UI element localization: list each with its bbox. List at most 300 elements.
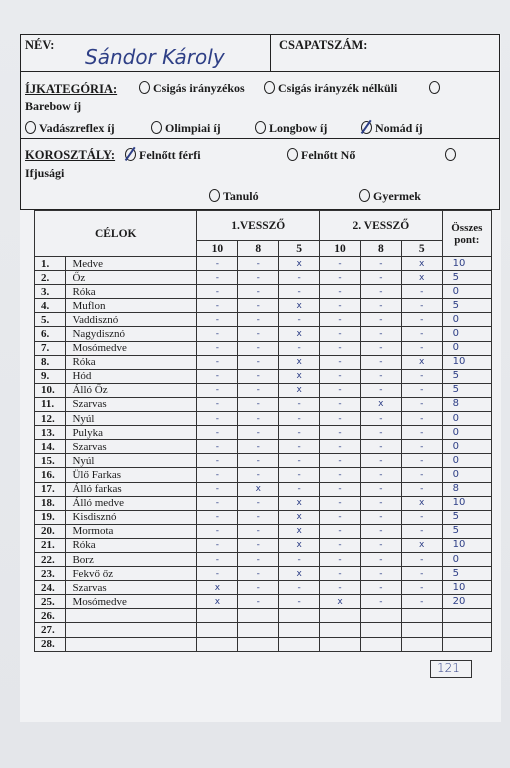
miss-mark[interactable]: - (401, 341, 442, 355)
miss-mark[interactable]: - (197, 412, 238, 426)
table-row (35, 327, 492, 341)
age-option-youth-circle[interactable] (445, 148, 459, 163)
score-table (34, 210, 492, 652)
miss-mark[interactable] (238, 623, 279, 637)
row-total[interactable]: 10 (442, 496, 491, 510)
miss-mark[interactable] (279, 609, 320, 623)
miss-mark[interactable]: - (360, 581, 401, 595)
target-name: Róka (66, 285, 197, 299)
hit-mark[interactable]: x (320, 595, 361, 609)
row-total[interactable]: 5 (442, 369, 491, 383)
target-name: Mosómedve (66, 341, 197, 355)
row-total[interactable]: 5 (442, 271, 491, 285)
age-option-youth[interactable]: Ifjusági (25, 166, 65, 180)
hit-mark[interactable]: x (197, 581, 238, 595)
row-total[interactable]: 0 (442, 426, 491, 440)
hit-mark[interactable]: x (279, 327, 320, 341)
bow-option-nomad[interactable]: Nomád íj (361, 121, 423, 136)
table-row (35, 538, 492, 552)
row-number: 28. (35, 637, 66, 651)
miss-mark[interactable]: - (279, 285, 320, 299)
row-number: 25. (35, 595, 66, 609)
row-number: 13. (35, 426, 66, 440)
miss-mark[interactable]: - (360, 454, 401, 468)
row-number: 20. (35, 524, 66, 538)
miss-mark[interactable]: - (238, 496, 279, 510)
row-number: 4. (35, 299, 66, 313)
table-row (35, 468, 492, 482)
miss-mark[interactable]: - (197, 341, 238, 355)
miss-mark[interactable]: - (279, 313, 320, 327)
bow-option-compound-sight[interactable]: Csigás irányzékos (139, 81, 245, 96)
target-name (66, 637, 197, 651)
miss-mark[interactable]: - (320, 299, 361, 313)
miss-mark[interactable]: - (197, 285, 238, 299)
age-section (20, 138, 500, 210)
target-name: Ülő Farkas (66, 468, 197, 482)
target-name: Hód (66, 369, 197, 383)
miss-mark[interactable]: - (238, 257, 279, 271)
row-total[interactable]: 10 (442, 257, 491, 271)
miss-mark[interactable]: - (401, 397, 442, 411)
miss-mark[interactable]: - (360, 412, 401, 426)
bow-option-barebow[interactable]: Barebow íj (25, 99, 82, 113)
miss-mark[interactable]: - (238, 426, 279, 440)
miss-mark[interactable]: - (197, 538, 238, 552)
miss-mark[interactable]: - (360, 567, 401, 581)
miss-mark[interactable]: - (238, 524, 279, 538)
miss-mark[interactable]: - (238, 355, 279, 369)
row-total[interactable]: 0 (442, 552, 491, 566)
target-name: Medve (66, 257, 197, 271)
targets-header: CÉLOK (35, 211, 197, 257)
hit-mark[interactable]: x (401, 355, 442, 369)
miss-mark[interactable]: - (360, 538, 401, 552)
miss-mark[interactable]: - (238, 271, 279, 285)
target-name: Pulyka (66, 426, 197, 440)
hit-mark[interactable]: x (279, 369, 320, 383)
row-number: 1. (35, 257, 66, 271)
row-number: 15. (35, 454, 66, 468)
miss-mark[interactable]: - (401, 426, 442, 440)
header-section (20, 34, 500, 139)
row-number: 3. (35, 285, 66, 299)
miss-mark[interactable]: - (197, 454, 238, 468)
row-number: 14. (35, 440, 66, 454)
row-total[interactable]: 5 (442, 383, 491, 397)
row-number: 6. (35, 327, 66, 341)
row-number: 22. (35, 552, 66, 566)
miss-mark[interactable]: - (401, 567, 442, 581)
miss-mark[interactable]: - (238, 440, 279, 454)
target-name: Fekvő őz (66, 567, 197, 581)
name-box (21, 35, 271, 71)
table-row (35, 623, 492, 637)
row-total[interactable]: 5 (442, 299, 491, 313)
row-total[interactable]: 10 (442, 581, 491, 595)
row-total[interactable]: 0 (442, 412, 491, 426)
miss-mark[interactable]: - (401, 454, 442, 468)
miss-mark[interactable]: - (401, 595, 442, 609)
row-total[interactable]: 5 (442, 510, 491, 524)
miss-mark[interactable]: - (401, 482, 442, 496)
miss-mark[interactable]: - (238, 327, 279, 341)
row-number: 21. (35, 538, 66, 552)
miss-mark[interactable]: - (320, 355, 361, 369)
miss-mark[interactable]: - (238, 567, 279, 581)
miss-mark[interactable]: - (320, 313, 361, 327)
miss-mark[interactable]: - (238, 299, 279, 313)
miss-mark[interactable]: - (320, 454, 361, 468)
table-row (35, 271, 492, 285)
age-option-adult-male[interactable]: Felnőtt férfi (125, 148, 201, 163)
row-number: 11. (35, 397, 66, 411)
row-total[interactable]: 0 (442, 454, 491, 468)
row-number: 26. (35, 609, 66, 623)
table-row (35, 454, 492, 468)
miss-mark[interactable]: - (197, 313, 238, 327)
target-name (66, 609, 197, 623)
miss-mark[interactable]: - (360, 313, 401, 327)
miss-mark[interactable]: - (360, 426, 401, 440)
target-name: Őz (66, 271, 197, 285)
miss-mark[interactable]: - (360, 355, 401, 369)
miss-mark[interactable]: - (197, 524, 238, 538)
miss-mark[interactable]: - (238, 510, 279, 524)
target-name: Szarvas (66, 397, 197, 411)
miss-mark[interactable]: - (197, 426, 238, 440)
miss-mark[interactable]: - (320, 552, 361, 566)
row-total[interactable]: 0 (442, 327, 491, 341)
miss-mark[interactable]: - (197, 299, 238, 313)
table-row (35, 397, 492, 411)
miss-mark[interactable]: - (401, 524, 442, 538)
miss-mark[interactable]: - (197, 271, 238, 285)
row-total[interactable]: 0 (442, 468, 491, 482)
row-number: 9. (35, 369, 66, 383)
hit-mark[interactable]: x (360, 397, 401, 411)
miss-mark[interactable]: - (360, 299, 401, 313)
score-col-header: 8 (238, 241, 279, 257)
hit-mark[interactable]: x (197, 595, 238, 609)
target-name: Mormota (66, 524, 197, 538)
table-row (35, 595, 492, 609)
miss-mark[interactable]: - (197, 468, 238, 482)
hit-mark[interactable]: x (401, 496, 442, 510)
table-row (35, 257, 492, 271)
miss-mark[interactable]: - (279, 552, 320, 566)
miss-mark[interactable]: - (360, 595, 401, 609)
miss-mark[interactable]: - (197, 355, 238, 369)
miss-mark[interactable]: - (360, 524, 401, 538)
score-col-header: 5 (279, 241, 320, 257)
bow-option-olympic[interactable]: Olimpiai íj (151, 121, 221, 136)
miss-mark[interactable]: - (320, 538, 361, 552)
miss-mark[interactable] (320, 623, 361, 637)
hit-mark[interactable]: x (279, 355, 320, 369)
hit-mark[interactable]: x (279, 257, 320, 271)
miss-mark[interactable]: - (320, 482, 361, 496)
miss-mark[interactable]: - (238, 538, 279, 552)
target-name: Álló medve (66, 496, 197, 510)
target-name: Nagydisznó (66, 327, 197, 341)
miss-mark[interactable]: - (320, 397, 361, 411)
miss-mark[interactable] (279, 637, 320, 651)
hit-mark[interactable]: x (279, 383, 320, 397)
row-total[interactable]: 20 (442, 595, 491, 609)
score-col-header: 10 (320, 241, 361, 257)
row-number: 2. (35, 271, 66, 285)
miss-mark[interactable]: - (197, 397, 238, 411)
target-name: Nyúl (66, 412, 197, 426)
miss-mark[interactable] (197, 609, 238, 623)
hit-mark[interactable]: x (279, 299, 320, 313)
miss-mark[interactable] (360, 623, 401, 637)
miss-mark[interactable]: - (320, 567, 361, 581)
miss-mark[interactable] (197, 637, 238, 651)
table-row (35, 510, 492, 524)
miss-mark[interactable]: - (238, 581, 279, 595)
miss-mark[interactable]: - (320, 468, 361, 482)
miss-mark[interactable]: - (279, 397, 320, 411)
miss-mark[interactable]: - (197, 496, 238, 510)
miss-mark[interactable]: - (197, 482, 238, 496)
miss-mark[interactable] (401, 609, 442, 623)
miss-mark[interactable]: - (401, 327, 442, 341)
miss-mark[interactable]: - (360, 482, 401, 496)
miss-mark[interactable] (238, 609, 279, 623)
miss-mark[interactable] (320, 637, 361, 651)
row-total[interactable] (442, 637, 491, 651)
miss-mark[interactable]: - (360, 285, 401, 299)
miss-mark[interactable]: - (401, 369, 442, 383)
hit-mark[interactable]: x (401, 257, 442, 271)
miss-mark[interactable]: - (360, 552, 401, 566)
miss-mark[interactable]: - (360, 327, 401, 341)
table-row (35, 369, 492, 383)
miss-mark[interactable]: - (279, 341, 320, 355)
row-total[interactable]: 5 (442, 524, 491, 538)
miss-mark[interactable]: - (320, 257, 361, 271)
miss-mark[interactable]: - (238, 369, 279, 383)
target-name: Borz (66, 552, 197, 566)
row-total[interactable]: 10 (442, 538, 491, 552)
miss-mark[interactable]: - (320, 510, 361, 524)
hit-mark[interactable]: x (279, 567, 320, 581)
miss-mark[interactable]: - (197, 510, 238, 524)
miss-mark[interactable]: - (197, 257, 238, 271)
miss-mark[interactable]: - (238, 397, 279, 411)
miss-mark[interactable] (401, 623, 442, 637)
miss-mark[interactable]: - (197, 327, 238, 341)
miss-mark[interactable]: - (238, 341, 279, 355)
miss-mark[interactable]: - (401, 383, 442, 397)
miss-mark[interactable]: - (238, 383, 279, 397)
row-total[interactable]: 0 (442, 440, 491, 454)
miss-mark[interactable] (279, 623, 320, 637)
miss-mark[interactable]: - (197, 552, 238, 566)
miss-mark[interactable]: - (401, 468, 442, 482)
hit-mark[interactable]: x (279, 496, 320, 510)
miss-mark[interactable]: - (320, 524, 361, 538)
target-name: Vaddisznó (66, 313, 197, 327)
table-row (35, 567, 492, 581)
table-row (35, 482, 492, 496)
row-total[interactable]: 0 (442, 341, 491, 355)
hit-mark[interactable]: x (279, 538, 320, 552)
miss-mark[interactable]: - (320, 383, 361, 397)
miss-mark[interactable]: - (238, 552, 279, 566)
row-number: 17. (35, 482, 66, 496)
miss-mark[interactable]: - (360, 257, 401, 271)
miss-mark[interactable]: - (279, 440, 320, 454)
bow-option-extra[interactable] (429, 81, 443, 96)
row-total[interactable] (442, 623, 491, 637)
miss-mark[interactable]: - (360, 496, 401, 510)
table-row (35, 609, 492, 623)
miss-mark[interactable]: - (279, 468, 320, 482)
target-name: Álló Őz (66, 383, 197, 397)
hit-mark[interactable]: x (401, 271, 442, 285)
table-row (35, 383, 492, 397)
miss-mark[interactable]: - (320, 271, 361, 285)
bow-option-hunting-reflex[interactable]: Vadászreflex íj (25, 121, 115, 136)
miss-mark[interactable]: - (238, 313, 279, 327)
grand-total-box (430, 660, 472, 678)
table-row (35, 552, 492, 566)
row-total[interactable]: 10 (442, 355, 491, 369)
miss-mark[interactable]: - (360, 369, 401, 383)
miss-mark[interactable]: - (401, 299, 442, 313)
miss-mark[interactable]: - (279, 426, 320, 440)
miss-mark[interactable]: - (401, 440, 442, 454)
miss-mark[interactable] (360, 609, 401, 623)
bow-option-compound-nosight[interactable]: Csigás irányzék nélküli (264, 81, 397, 96)
miss-mark[interactable]: - (279, 454, 320, 468)
table-row (35, 637, 492, 651)
miss-mark[interactable]: - (401, 581, 442, 595)
miss-mark[interactable]: - (360, 383, 401, 397)
miss-mark[interactable]: - (401, 510, 442, 524)
table-row (35, 496, 492, 510)
age-option-child[interactable]: Gyermek (359, 189, 421, 204)
target-name: Szarvas (66, 440, 197, 454)
miss-mark[interactable] (197, 623, 238, 637)
miss-mark[interactable]: - (320, 285, 361, 299)
miss-mark[interactable]: - (360, 271, 401, 285)
miss-mark[interactable]: - (279, 595, 320, 609)
miss-mark[interactable]: - (279, 581, 320, 595)
miss-mark[interactable] (320, 609, 361, 623)
miss-mark[interactable]: - (360, 510, 401, 524)
target-name (66, 623, 197, 637)
hit-mark[interactable]: x (279, 524, 320, 538)
table-row (35, 581, 492, 595)
arrow1-header: 1.VESSZŐ (197, 211, 320, 241)
hit-mark[interactable]: x (279, 510, 320, 524)
miss-mark[interactable]: - (320, 496, 361, 510)
row-total[interactable]: 0 (442, 285, 491, 299)
score-col-header: 8 (360, 241, 401, 257)
row-total[interactable]: 5 (442, 567, 491, 581)
age-label: KOROSZTÁLY: (25, 148, 116, 162)
miss-mark[interactable]: - (238, 285, 279, 299)
row-total[interactable]: 8 (442, 482, 491, 496)
miss-mark[interactable]: - (320, 341, 361, 355)
bow-option-longbow[interactable]: Longbow íj (255, 121, 327, 136)
row-number: 7. (35, 341, 66, 355)
miss-mark[interactable]: - (401, 552, 442, 566)
miss-mark[interactable]: - (279, 482, 320, 496)
miss-mark[interactable]: - (238, 412, 279, 426)
total-header: Összes pont: (442, 211, 491, 257)
miss-mark[interactable]: - (320, 581, 361, 595)
miss-mark[interactable]: - (320, 440, 361, 454)
scorecard-sheet (20, 34, 501, 722)
row-number: 23. (35, 567, 66, 581)
miss-mark[interactable] (238, 637, 279, 651)
score-col-header: 5 (401, 241, 442, 257)
miss-mark[interactable]: - (197, 383, 238, 397)
miss-mark[interactable]: - (401, 285, 442, 299)
age-option-student[interactable]: Tanuló (209, 189, 259, 204)
table-row (35, 440, 492, 454)
row-number: 12. (35, 412, 66, 426)
target-name: Szarvas (66, 581, 197, 595)
hit-mark[interactable]: x (238, 482, 279, 496)
name-value[interactable]: Sándor Károly (85, 45, 225, 69)
miss-mark[interactable]: - (320, 412, 361, 426)
miss-mark[interactable]: - (238, 468, 279, 482)
target-name: Róka (66, 355, 197, 369)
miss-mark[interactable]: - (238, 454, 279, 468)
miss-mark[interactable]: - (360, 468, 401, 482)
age-option-adult-female[interactable]: Felnőtt Nő (287, 148, 355, 163)
miss-mark[interactable]: - (197, 369, 238, 383)
row-total[interactable]: 0 (442, 313, 491, 327)
table-row (35, 355, 492, 369)
miss-mark[interactable]: - (320, 369, 361, 383)
miss-mark[interactable]: - (279, 271, 320, 285)
table-row (35, 524, 492, 538)
row-total[interactable] (442, 609, 491, 623)
bow-category-label: ÍJKATEGÓRIA: (25, 82, 118, 96)
selected-mark-icon (125, 148, 136, 161)
miss-mark[interactable]: - (401, 313, 442, 327)
miss-mark[interactable]: - (238, 595, 279, 609)
miss-mark[interactable]: - (279, 412, 320, 426)
table-row (35, 412, 492, 426)
miss-mark[interactable]: - (360, 440, 401, 454)
grand-total[interactable]: 121 (437, 661, 460, 675)
row-total[interactable]: 8 (442, 397, 491, 411)
miss-mark[interactable]: - (360, 341, 401, 355)
miss-mark[interactable]: - (197, 567, 238, 581)
miss-mark[interactable]: - (401, 412, 442, 426)
table-row (35, 299, 492, 313)
table-row (35, 341, 492, 355)
hit-mark[interactable]: x (401, 538, 442, 552)
miss-mark[interactable] (360, 637, 401, 651)
miss-mark[interactable]: - (197, 440, 238, 454)
target-name: Nyúl (66, 454, 197, 468)
miss-mark[interactable]: - (320, 327, 361, 341)
row-number: 24. (35, 581, 66, 595)
row-number: 8. (35, 355, 66, 369)
row-number: 10. (35, 383, 66, 397)
miss-mark[interactable] (401, 637, 442, 651)
miss-mark[interactable]: - (320, 426, 361, 440)
